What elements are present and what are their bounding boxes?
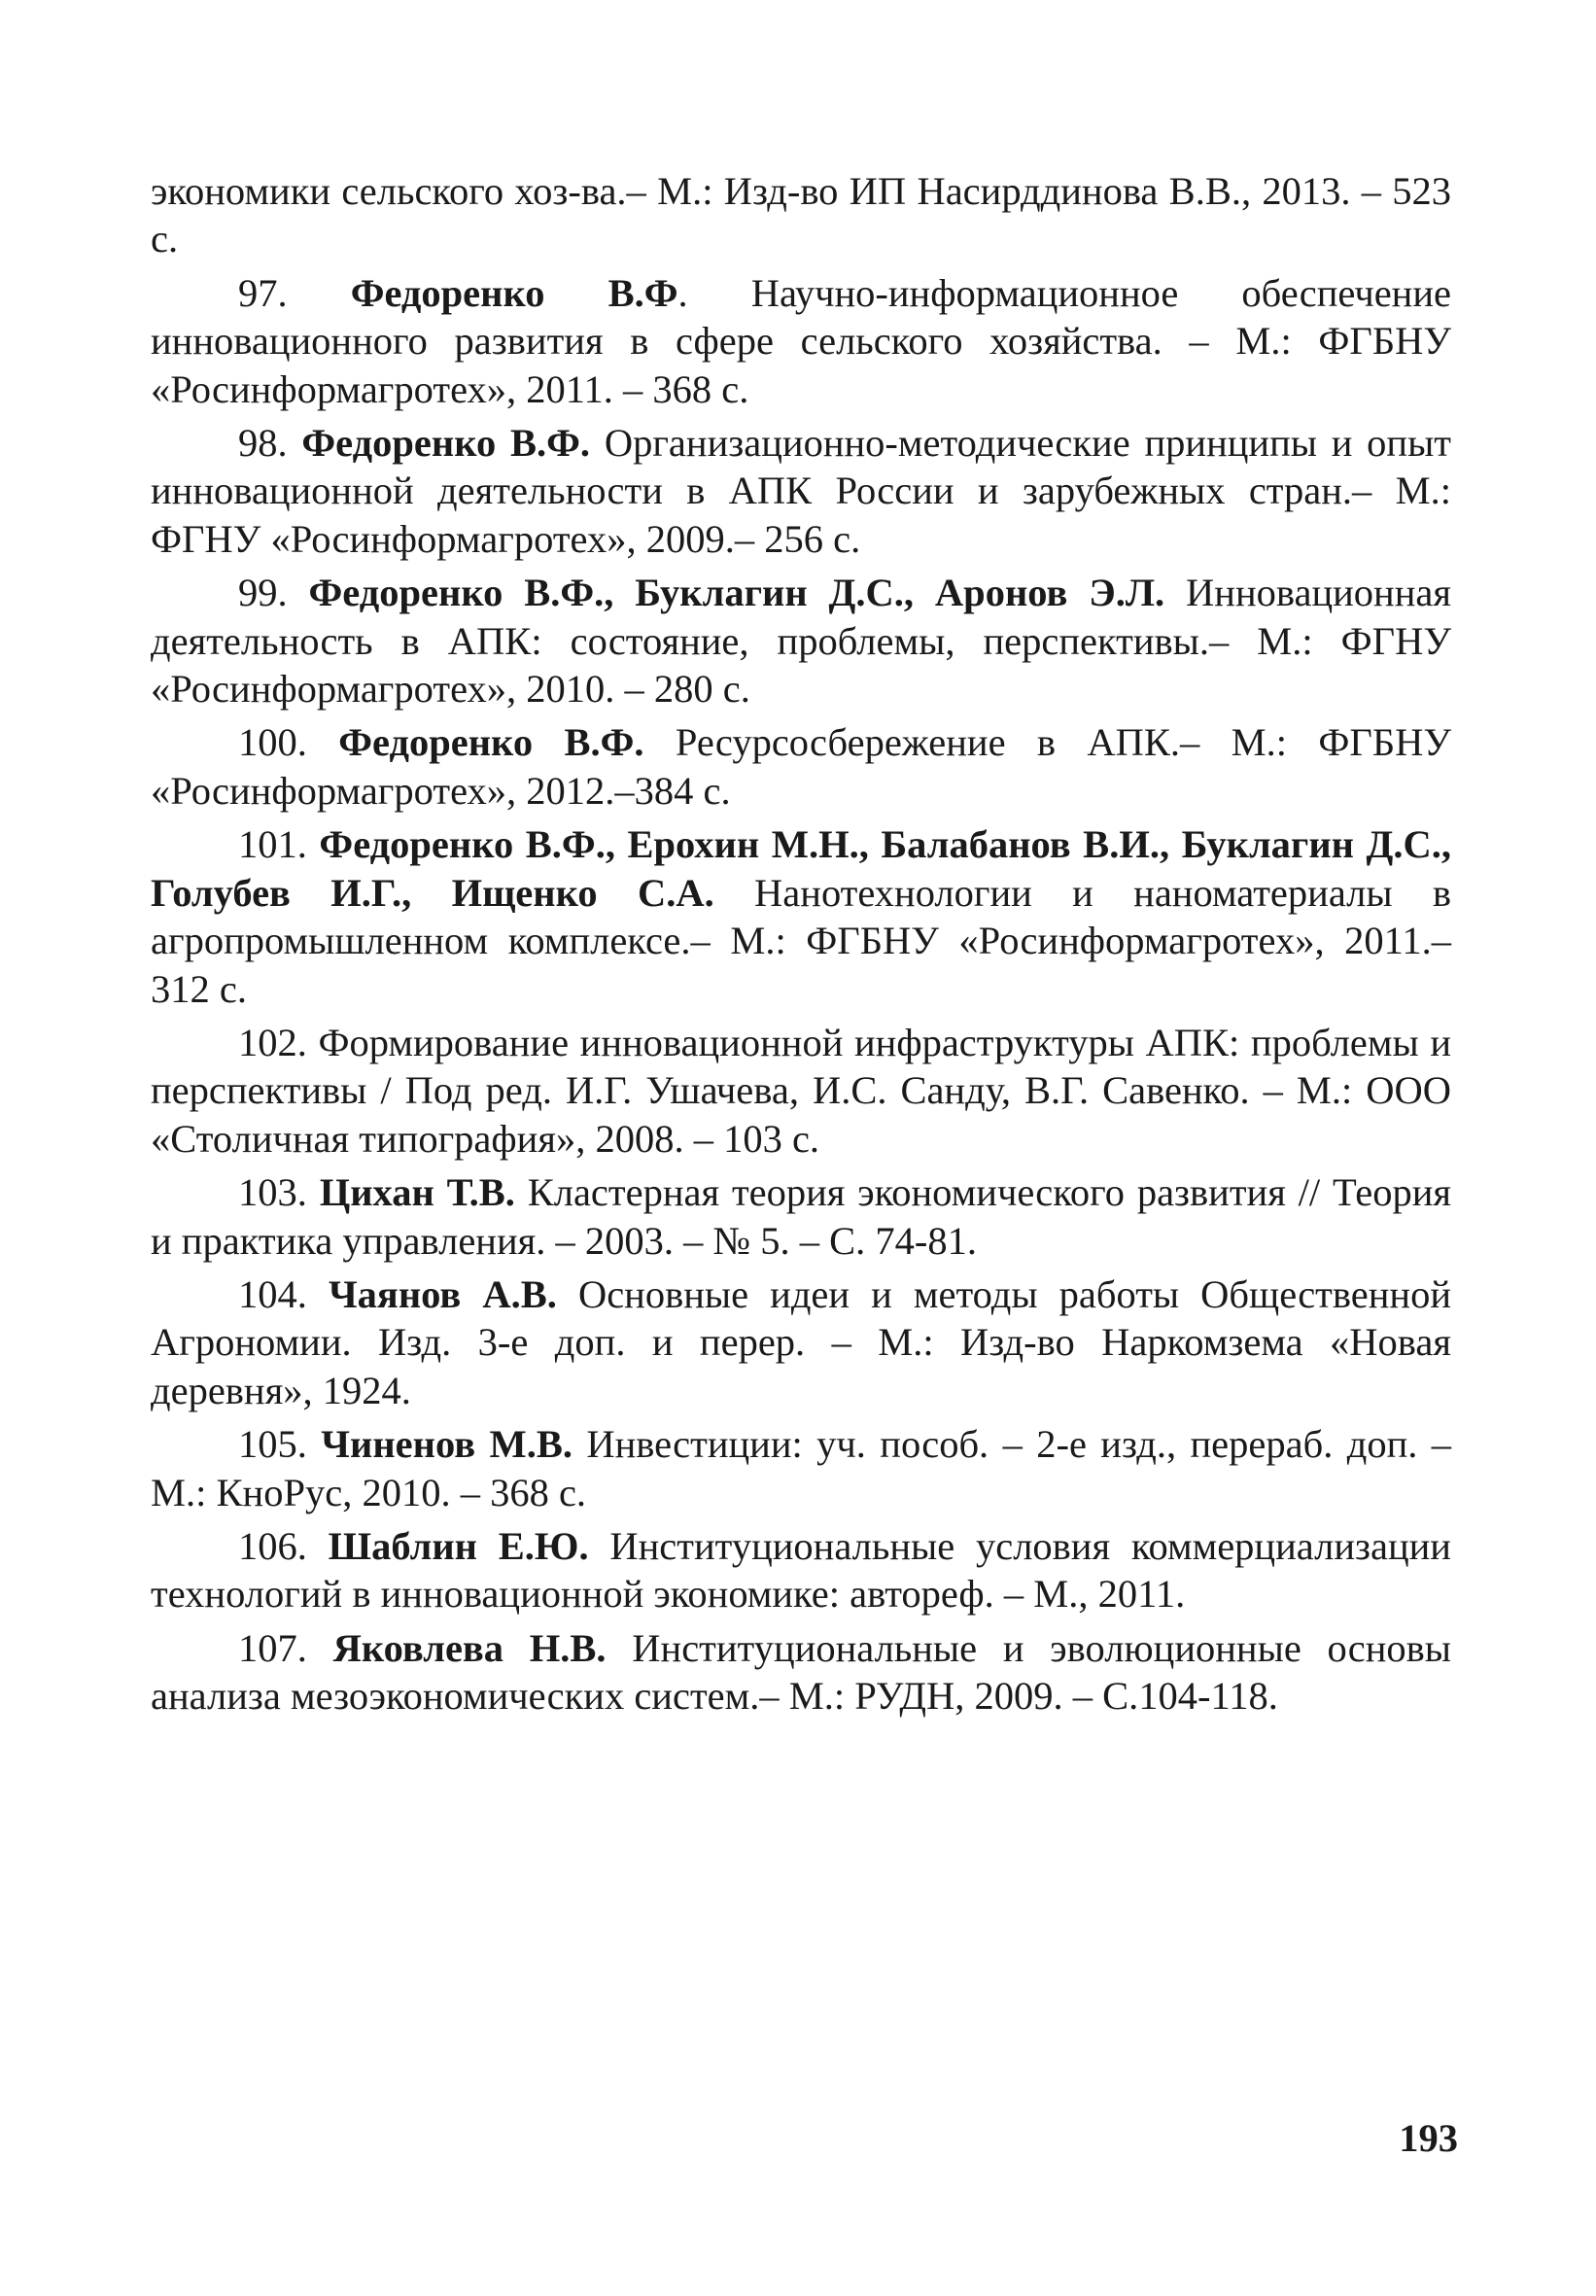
entry-author: Федоренко В.Ф., Буклагин Д.С., Аронов Э.Л. <box>308 571 1165 615</box>
bibliography-entry-100 <box>151 718 1451 815</box>
entry-author: Федоренко В.Ф <box>350 270 678 315</box>
entry-number: 102. <box>238 1020 307 1064</box>
entry-text: Ресурсосбережение в АПК.– М.: ФГБНУ «Росинформагротех», 2012.–384 с. <box>151 720 1451 813</box>
entry-text: . Научно-информационное обеспечение инновационного развития в сфере сельского хозяйства. – М.: ФГБНУ «Росинформагротех», 2011. – 368 с. <box>151 270 1451 411</box>
bibliography-entry-103 <box>151 1168 1451 1265</box>
entry-author: Шаблин Е.Ю. <box>328 1523 589 1568</box>
entry-text: Инновационная деятельность в АПК: состояние, проблемы, перспективы.– М.: ФГНУ «Росинформагротех», 2010. – 280 с. <box>151 571 1452 712</box>
entry-author: Чиненов М.В. <box>321 1422 572 1467</box>
entry-number: 105. <box>238 1422 307 1467</box>
bibliography-entry-105 <box>151 1420 1451 1516</box>
bibliography-entry-98 <box>151 419 1451 563</box>
bibliography-entry-99 <box>151 569 1451 713</box>
entry-author: Федоренко В.Ф. <box>301 421 591 466</box>
entry-text: Кластерная теория экономического развития // Теория и практика управления. – 2003. – № 5. – С. 74-81. <box>151 1170 1451 1263</box>
page-number: 193 <box>1399 2116 1458 2160</box>
entry-number: 100. <box>238 720 307 765</box>
bibliography-entry-104 <box>151 1270 1451 1414</box>
entry-number: 99. <box>238 571 288 615</box>
entry-text: Институциональные условия коммерциализации технологий в инновационной экономике: автореф. – М., 2011. <box>151 1523 1451 1617</box>
entry-text: Формирование инновационной инфраструктуры АПК: проблемы и перспективы / Под ред. И.Г. Ушачева, И.С. Санду, В.Г. Савенко. – М.: ООО «Столичная типография», 2008. – 103 с. <box>151 1020 1451 1161</box>
bibliography-body <box>151 167 1451 1721</box>
entry-author: Цихан Т.В. <box>319 1170 515 1215</box>
entry-text: Основные идеи и методы работы Общественной Агрономии. Изд. 3-е доп. и перер. – М.: Изд-во Наркомзема «Новая деревня», 1924. <box>151 1271 1452 1412</box>
entry-number: 97. <box>238 270 288 315</box>
bibliography-entry-101 <box>151 820 1451 1013</box>
entry-text: Институциональные и эволюционные основы анализа мезоэкономических систем.– М.: РУДН, 2009. – С.104-118. <box>151 1625 1452 1719</box>
bibliography-entry-106 <box>151 1522 1451 1618</box>
continuation-paragraph: экономики сельского хоз-ва.– М.: Изд-во ИП Насирддинова В.В., 2013. – 523 с. <box>151 169 1451 261</box>
entry-text: Нанотехнологии и наноматериалы в агропромышленном комплексе.– М.: ФГБНУ «Росинформагротех», 2011.– 312 с. <box>151 870 1452 1011</box>
entry-number: 104. <box>238 1271 307 1316</box>
entry-number: 101. <box>238 822 307 867</box>
entry-number: 98. <box>238 421 288 466</box>
bibliography-entry-102 <box>151 1019 1451 1163</box>
entry-text: Инвестиции: уч. пособ. – 2-е изд., перераб. доп. – М.: КноРус, 2010. – 368 с. <box>151 1422 1452 1514</box>
entry-text: Организационно-методические принципы и опыт инновационной деятельности в АПК России и зарубежных стран.– М.: ФГНУ «Росинформагротех», 2009.– 256 с. <box>151 421 1452 561</box>
entry-number: 107. <box>238 1625 307 1670</box>
bibliography-entry-97 <box>151 269 1451 413</box>
entry-number: 103. <box>238 1170 307 1215</box>
entry-number: 106. <box>238 1523 307 1568</box>
entry-author: Яковлева Н.В. <box>332 1625 607 1670</box>
entry-author: Федоренко В.Ф. <box>338 720 644 765</box>
entry-author: Чаянов А.В. <box>328 1271 557 1316</box>
bibliography-entry-107 <box>151 1624 1451 1721</box>
entry-author: Федоренко В.Ф., Ерохин М.Н., Балабанов В.И., Буклагин Д.С., Голубев И.Г., Ищенко С.А. <box>151 822 1451 915</box>
